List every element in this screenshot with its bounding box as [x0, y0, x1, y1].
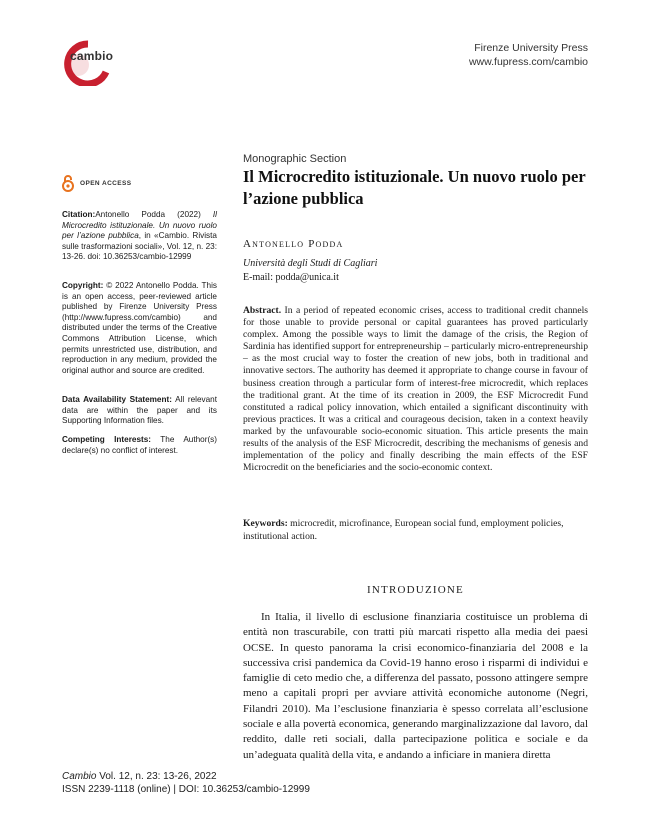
body-paragraph: In Italia, il livello di esclusione finanziaria costituisce un problema di entità non trascurabile, con tratti più marcati rispetto alla media dei paesi OCSE. In questo panorama la crisi economico-finanziaria del 2008 e la successiva crisi pandemica da Covid-19 hanno eroso i risparmi di individui e famiglie di ceto medio che, a differenza del passato, possono attingere sempre meno a capitali propri per avviare attività economiche autonome (Negri, Filandri 2010). Ma l’esclusione finanziaria è spesso correlata all’esclusione sociale e alla povertà economica, generando marginalizzazione dal lavoro, dal reddito, dalle reti sociali, dalla partecipazione politica e sociale e da un’adeguata qualità della vita, e andando a inficiare in maniera diretta [243, 611, 588, 761]
citation-label: Citation: [62, 210, 96, 219]
abstract [243, 305, 588, 474]
article-title: Il Microcredito istituzionale. Un nuovo ruolo per l’azione pubblica [243, 167, 586, 208]
footer [62, 771, 310, 796]
open-access-icon [62, 174, 74, 192]
keywords-text: microcredit, microfinance, European social fund, employment policies, institutional action. [243, 518, 564, 542]
section-heading-introduzione: INTRODUZIONE [367, 584, 464, 596]
citation-title: Il Microcredito istituzionale. Un nuovo ruolo per l’azione pubblica [62, 210, 217, 241]
citation-block [62, 210, 217, 263]
copyright-label: Copyright: [62, 281, 104, 290]
open-access-label: OPEN ACCESS [80, 179, 132, 187]
data-availability-label: Data Availability Statement: [62, 395, 172, 404]
publisher-info [469, 41, 588, 69]
competing-interests-label: Competing Interests: [62, 435, 152, 444]
author-affiliation: Università degli Studi di Cagliari [243, 258, 378, 269]
author-email[interactable]: E-mail: podda@unica.it [243, 272, 339, 283]
footer-volume: Vol. 12, n. 23: 13-26, 2022 [96, 771, 217, 782]
footer-issn-doi: ISSN 2239-1118 (online) | DOI: 10.36253/cambio-12999 [62, 783, 310, 795]
citation-details: , in «Cambio. Rivista sulle trasformazioni sociali», Vol. 12, n. 23: 13-26. doi: 10.36253/cambio-12999 [62, 231, 217, 262]
section-label: Monographic Section [243, 153, 347, 165]
competing-interests-text: The Author(s) declare(s) no conflict of interest. [62, 435, 217, 455]
competing-interests-block [62, 435, 217, 456]
footer-journal-name: Cambio [62, 771, 97, 782]
abstract-text: In a period of repeated economic crises, access to traditional credit channels for those unable to provide personal or capital guarantees has proved particularly complex. Among the possible ways to limit the damage of the crisis, the Region of Sardinia has identified support for entrepreneurship – particularly micro-entrepreneurship – as the most crucial way to foster the creation of new jobs, both in traditional and innovative sectors. The authority has deemed it appropriate to change course in favour of business creation through a particular form of interest-free microcredit, which replaces the traditional grant. At the time of its creation in 2009, the ESF Microcredit Fund constituted a radical policy innovation, which entailed a significant discontinuity with previous practices. It was a critical and courageous decision, taken in a context heavily marked by the unfavourable socio-economic situation. This article presents the main results of the analysis of the ESF Microcredit, describing the mechanisms of genesis and implementation of the policy and finally describing the main effects of the ESF Microcredit on the beneficiaries and the socio-economic context. [243, 305, 588, 474]
logo-text: cambio [70, 49, 114, 63]
data-availability-block [62, 395, 217, 427]
citation-authors: Antonello Podda (2022) [95, 210, 213, 219]
copyright-text: © 2022 Antonello Podda. This is an open access, peer-reviewed article published by Firenze University Press (http://www.fupress.com/cambio) and distributed under the terms of the Creative Commons Attribution License, which permits unrestricted use, distribution, and reproduction in any medium, provided the original author and source are credited. [62, 281, 217, 375]
keywords-label: Keywords: [243, 518, 288, 529]
footer-journal-line [62, 771, 310, 784]
copyright-block [62, 281, 217, 376]
publisher-name: Firenze University Press [474, 42, 588, 54]
data-availability-text: All relevant data are within the paper and its Supporting Information files. [62, 395, 217, 426]
keywords [243, 518, 588, 543]
open-access-badge [62, 174, 131, 192]
author-name: Antonello Podda [243, 238, 344, 250]
publisher-url[interactable]: www.fupress.com/cambio [468, 56, 588, 68]
abstract-label: Abstract. [243, 305, 282, 316]
body-text [243, 610, 588, 763]
